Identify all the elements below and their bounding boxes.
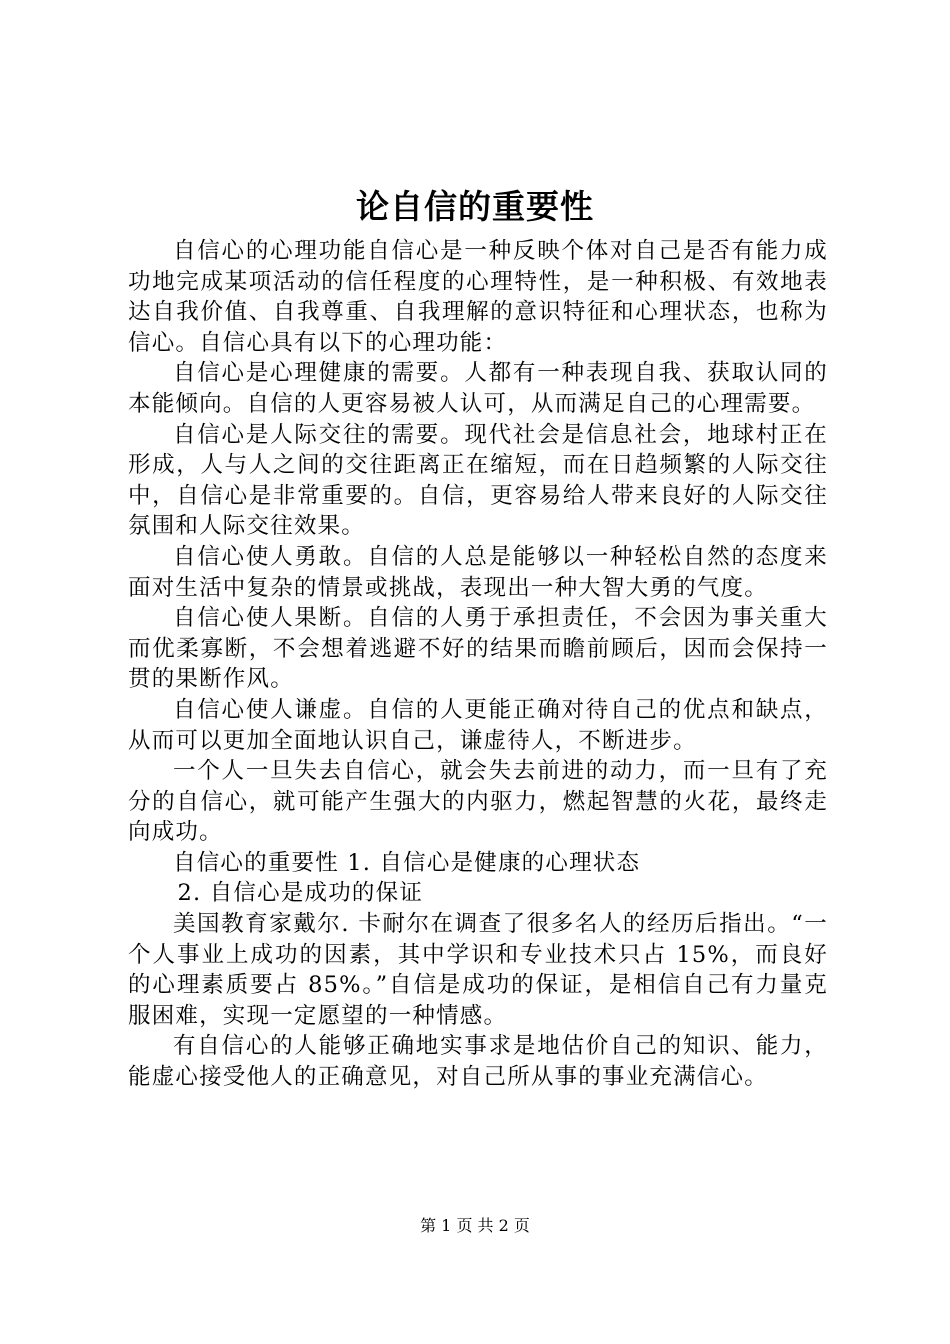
paragraph: 自信心的心理功能自信心是一种反映个体对自己是否有能力成功地完成某项活动的信任程度的心理特性，是一种积极、有效地表达自我价值、自我尊重、自我理解的意识特征和心理状态，也称为信心。自信心具有以下的心理功能： [128, 238, 828, 356]
paragraph: 有自信心的人能够正确地实事求是地估价自己的知识、能力，能虚心接受他人的正确意见，对自己所从事的事业充满信心。 [128, 1033, 828, 1091]
paragraph: 自信心使人勇敢。自信的人总是能够以一种轻松自然的态度来面对生活中复杂的情景或挑战，表现出一种大智大勇的气度。 [128, 543, 828, 601]
paragraph: 自信心是人际交往的需要。现代社会是信息社会，地球村正在形成，人与人之间的交往距离正在缩短，而在日趋频繁的人际交往中，自信心是非常重要的。自信，更容易给人带来良好的人际交往氛围和人际交往效果。 [128, 421, 828, 540]
paragraph: 一个人一旦失去自信心，就会失去前进的动力，而一旦有了充分的自信心，就可能产生强大的内驱力，燃起智慧的火花，最终走向成功。 [128, 758, 828, 846]
paragraph: 美国教育家戴尔. 卡耐尔在调查了很多名人的经历后指出。“一个人事业上成功的因素，其中学识和专业技术只占 15%，而良好的心理素质要占 85%。”自信是成功的保证，是相信自己有力量克服困难，实现一定愿望的一种情感。 [128, 911, 828, 1029]
paragraph: 自信心使人果断。自信的人勇于承担责任，不会因为事关重大而优柔寡断，不会想着逃避不好的结果而瞻前顾后，因而会保持一贯的果断作风。 [128, 605, 828, 693]
paragraph: 自信心使人谦虚。自信的人更能正确对待自己的优点和缺点，从而可以更加全面地认识自己，谦虚待人，不断进步。 [128, 696, 828, 754]
document-body [128, 236, 828, 1093]
paragraph: 2. 自信心是成功的保证 [177, 880, 424, 907]
document-title: 论自信的重要性 [356, 187, 594, 226]
paragraph: 自信心的重要性 1. 自信心是健康的心理状态 [173, 849, 641, 876]
paragraph: 自信心是心理健康的需要。人都有一种表现自我、获取认同的本能倾向。自信的人更容易被人认可，从而满足自己的心理需要。 [128, 360, 828, 417]
page-footer: 第 1 页 共 2 页 [420, 1216, 530, 1235]
